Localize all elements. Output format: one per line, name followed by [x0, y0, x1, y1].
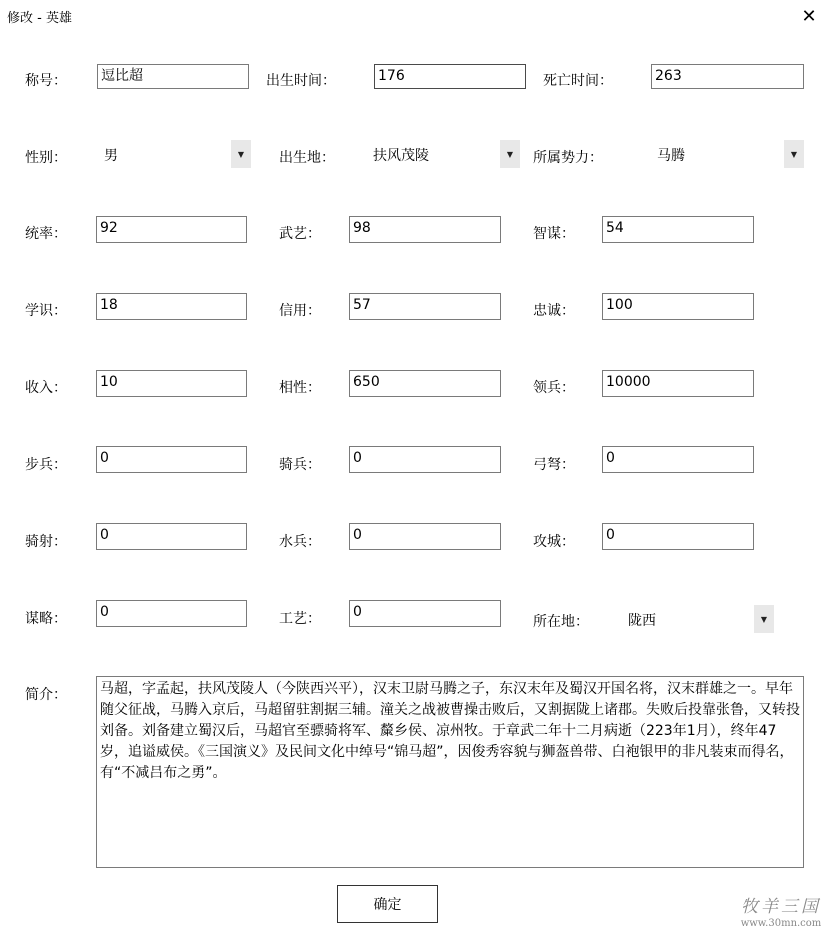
gender-value: 男 — [104, 148, 118, 164]
chevron-down-icon[interactable]: ▼ — [784, 140, 804, 168]
cavalry-label: 骑兵： — [279, 457, 321, 473]
gender-select[interactable] — [97, 140, 251, 168]
bio-label: 简介： — [25, 687, 67, 703]
credibility-label: 信用： — [279, 303, 321, 319]
leadership-label: 统率： — [25, 226, 67, 242]
compatibility-label: 相性： — [279, 380, 321, 396]
horse-archery-input[interactable]: 0 — [96, 523, 247, 550]
horse-archery-label: 骑射： — [25, 534, 67, 550]
crossbow-input[interactable]: 0 — [602, 446, 754, 473]
knowledge-input[interactable]: 18 — [96, 293, 247, 320]
location-value: 陇西 — [628, 613, 656, 629]
navy-label: 水兵： — [279, 534, 321, 550]
loyalty-input[interactable]: 100 — [602, 293, 754, 320]
birthplace-value: 扶风茂陵 — [373, 148, 429, 164]
compatibility-input[interactable]: 650 — [349, 370, 501, 397]
birth-time-input[interactable]: 176 — [374, 64, 526, 89]
infantry-label: 步兵： — [25, 457, 67, 473]
loyalty-label: 忠诚： — [533, 303, 575, 319]
martial-label: 武艺： — [279, 226, 321, 242]
chevron-down-icon[interactable]: ▼ — [754, 605, 774, 633]
bio-textarea[interactable]: 马超，字孟起，扶风茂陵人（今陕西兴平），汉末卫尉马腾之子，东汉末年及蜀汉开国名将，汉末群雄之一。早年随父征战，马腾入京后，马超留驻割据三辅。潼关之战被曹操击败后，又割据陇上诸郡。失败后投靠张鲁，又转投刘备。刘备建立蜀汉后，马超官至骠骑将军、斄乡侯、凉州牧。于章武二年十二月病逝（223年1月），终年47岁，追谥威侯。《三国演义》及民间文化中绰号“锦马超”，因俊秀容貌与狮盔兽带、白袍银甲的非凡装束而得名，有“不减吕布之勇”。 — [96, 676, 804, 868]
window-title: 修改 - 英雄 — [7, 11, 72, 26]
birthplace-label: 出生地： — [279, 150, 335, 166]
martial-input[interactable]: 98 — [349, 216, 501, 243]
infantry-input[interactable]: 0 — [96, 446, 247, 473]
troops-label: 领兵： — [533, 380, 575, 396]
credibility-input[interactable]: 57 — [349, 293, 501, 320]
siege-input[interactable]: 0 — [602, 523, 754, 550]
chevron-down-icon[interactable]: ▼ — [231, 140, 251, 168]
death-time-input[interactable]: 263 — [651, 64, 804, 89]
title-bar — [0, 0, 830, 32]
troops-input[interactable]: 10000 — [602, 370, 754, 397]
knowledge-label: 学识： — [25, 303, 67, 319]
faction-select[interactable] — [650, 140, 804, 168]
faction-value: 马腾 — [657, 148, 685, 164]
leadership-input[interactable]: 92 — [96, 216, 247, 243]
close-icon[interactable]: ✕ — [801, 5, 817, 27]
chevron-down-icon[interactable]: ▼ — [500, 140, 520, 168]
birthplace-select[interactable] — [366, 140, 520, 168]
strategy-input[interactable]: 54 — [602, 216, 754, 243]
nickname-input[interactable]: 逗比超 — [97, 64, 249, 89]
craft-label: 工艺： — [279, 611, 321, 627]
tactics-label: 谋略： — [25, 611, 67, 627]
strategy-label: 智谋： — [533, 226, 575, 242]
faction-label: 所属势力： — [533, 150, 603, 166]
location-select[interactable] — [618, 605, 774, 633]
watermark-url: www.30mn.com — [740, 918, 822, 929]
ok-button[interactable]: 确定 — [337, 885, 438, 923]
tactics-input[interactable]: 0 — [96, 600, 247, 627]
cavalry-input[interactable]: 0 — [349, 446, 501, 473]
watermark-title: 牧羊三国 — [741, 897, 821, 917]
location-label: 所在地： — [533, 614, 589, 630]
nickname-label: 称号： — [25, 73, 67, 89]
navy-input[interactable]: 0 — [349, 523, 501, 550]
watermark-logo — [736, 892, 826, 929]
income-input[interactable]: 10 — [96, 370, 247, 397]
income-label: 收入： — [25, 380, 67, 396]
crossbow-label: 弓弩： — [533, 457, 575, 473]
craft-input[interactable]: 0 — [349, 600, 501, 627]
birth-time-label: 出生时间： — [266, 73, 336, 89]
death-time-label: 死亡时间： — [543, 73, 613, 89]
siege-label: 攻城： — [533, 534, 575, 550]
gender-label: 性别： — [25, 150, 67, 166]
